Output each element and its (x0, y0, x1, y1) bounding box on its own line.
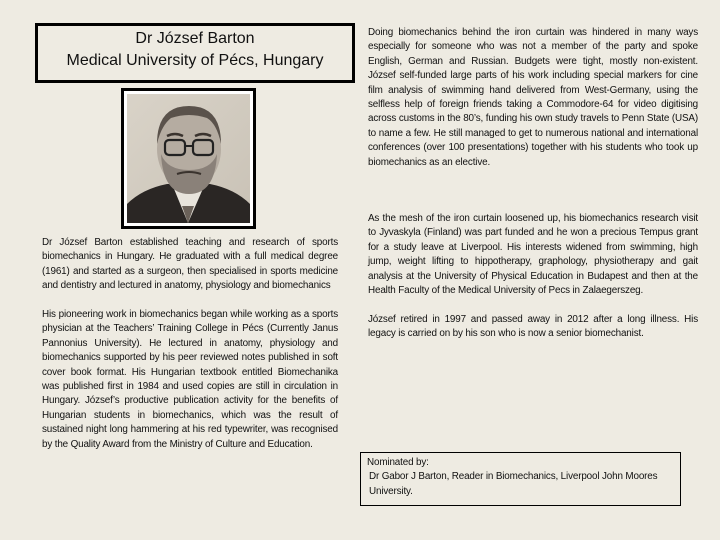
nominator: Dr Gabor J Barton, Reader in Biomechanics, Liverpool John Moores University. (369, 471, 658, 497)
affiliation: Medical University of Pécs, Hungary (66, 52, 324, 69)
portrait-icon (127, 94, 250, 223)
paragraph-education: Dr József Barton established teaching and research of sports biomechanics in Hungary. He graduated with a full medical degree (1961) and started as a surgeon, then specialised in sports medicine and dentistry and lectured in anatomy, physiology and biomechanics (42, 237, 338, 292)
paragraph-pioneering-work: His pioneering work in biomechanics began while working as a sports physician at the Teachers’ Training College in Pécs (Currently Janus Pannonius University). He lectured in anatomy, physiology and biomechanics supported by his peer reviewed notes published in soft cover book format. His Hungarian textbook entitled Biomechanika was published first in 1984 and used copies are still in circulation in Hungary. József’s productive publication activity for the benefits of Hungarian students in biomechanics, which was the result of sustained night long hammering at his red typewriter, was recognised by the Quality Award from the Ministry of Culture and Education. (42, 309, 338, 450)
biography-right-column-lower (368, 212, 698, 356)
nomination-label: Nominated by: (367, 457, 429, 468)
paragraph-iron-curtain: Doing biomechanics behind the iron curtain was hindered in many ways especially for someone who was not a member of the party and spoke English, German and Russian. Budgets were tight, mostly non-existent. József self-funded large parts of his work including special markers for cine film analysis of swimming hand delivered from West-Germany, using the selfless help of foreign friends taking a Commodore-64 for video digitising across customs in the 80’s, funding his own study travels to Penn State (USA) to name a few. He still managed to get to numerous national and international conferences (over 100 presentations) together with his students who took up biomechanics as an elective. (368, 27, 698, 168)
nomination-box (360, 452, 681, 506)
biography-right-column (368, 26, 698, 184)
biography-left-column (42, 236, 338, 466)
title-box (35, 23, 355, 83)
person-name: Dr József Barton (135, 30, 255, 47)
paragraph-retirement: József retired in 1997 and passed away in 2012 after a long illness. His legacy is carried on by his son who is now a senior biomechanist. (368, 313, 698, 340)
portrait-photo (121, 88, 256, 229)
paragraph-research-visits: As the mesh of the iron curtain loosened up, his biomechanics research visit to Jyvaskyla (Finland) was part funded and he won a precious Tempus grant for a study leave at Liverpool. His interests widened from swimming, high jump, weight lifting to hippotherapy, graphology, physiotherapy and gait analysis at the University of Physical Education in Budapest and then at the Health Faculty of the Medical University of Pecs in Zalaegerszeg. (368, 213, 698, 297)
